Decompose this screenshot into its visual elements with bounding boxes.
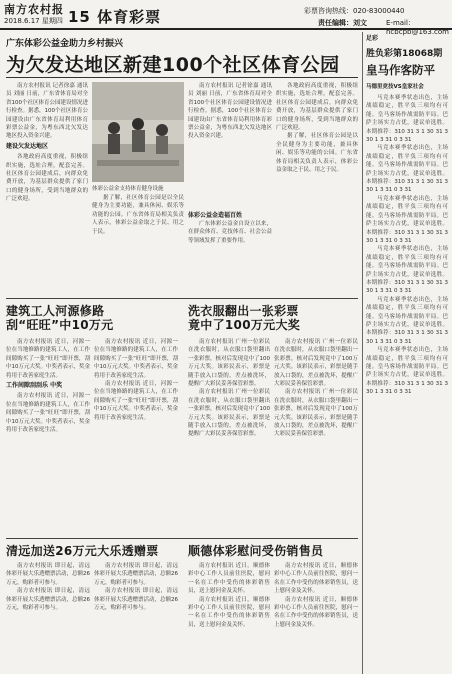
right-column-headline: 皇马作客防平	[366, 63, 435, 77]
right-column-subhead: 马德里竞技VS皇家社会	[366, 84, 424, 90]
story2-headline: 建筑工人河源修路 刮“旺旺”中10万元	[6, 304, 114, 332]
lead-paragraph: 据了解，社区体育公园是以全民健身为主要功能，兼具休闲、娱乐等功能的公园。广东省体育局相关负责人表示，体彩公益金取之于民、用之于民。	[92, 195, 184, 235]
lead-rule	[6, 77, 358, 78]
story5-column-1	[188, 562, 270, 672]
story3-headline: 洗衣服翻出一张彩票 竟中了100万元大奖	[188, 304, 301, 332]
lead-column-3	[188, 82, 272, 208]
story2-column-1	[6, 338, 90, 534]
lead-photo	[92, 82, 184, 182]
lead-paragraph: 南方农村报讯 记者徐嘉 通讯员 刘丽 日前，广东省体育局对全省100个社区体育公园建设情况进行检查。据悉，100个社区体育公园建设由广东省体育局利用体育彩票公益金，为粤东西北欠发达地区投入资金兴建。	[188, 83, 272, 140]
lead-box-subhead: 体彩公益金造福百姓	[188, 212, 243, 219]
story5-column-2	[274, 562, 358, 672]
story4-headline: 清远加送26万元大乐透赠票	[6, 544, 159, 558]
lead-column-5	[276, 82, 358, 294]
story4-paragraph: 南方农村报讯 即日起，清远体彩开展大乐透赠票活动，总额26万元，购彩者可参与。	[6, 563, 90, 586]
masthead-email: E-mail：ncbcpb@163.com	[386, 19, 449, 36]
story4-column-2	[94, 562, 178, 672]
story2-paragraph: 南方农村报讯 近日，河源一位在当地修路的建筑工人，在工作间隙购买了一张“旺旺”即开票，刮中10万元大奖。中奖者表示，奖金将用于改善家庭生活。	[6, 339, 90, 379]
story4-paragraph: 南方农村报讯 即日起，清远体彩开展大乐透赠票活动，总额26万元，购彩者可参与。	[94, 563, 178, 586]
lead-paragraph: 各地政府高度重视，积极组织实施，选址合理，配套完善。社区体育公园建成后，向群众免费开放，为基层群众提供了家门口的健身场所，受到当地群众的广泛欢迎。	[6, 154, 88, 203]
story3-column-1	[188, 338, 270, 534]
right-paragraph: 马竞本赛季状态出色，主场战绩稳定，胜平负三项均有可能。皇马客场作战需防平局。巴萨主场实力占优，建议单选胜。本期推荐：310 31 3 1 30 31 3 30 1 3 31 0 3 31	[366, 347, 448, 396]
story3-paragraph: 南方农村报讯 广州一位彩民在洗衣服时，从衣服口袋里翻出一张彩票，核对后发现竟中了100万元大奖。该彩民表示，彩票是随手放入口袋的，差点被洗坏，提醒广大彩民妥善保管彩票。	[188, 389, 270, 438]
story3-paragraph: 南方农村报讯 广州一位彩民在洗衣服时，从衣服口袋里翻出一张彩票，核对后发现竟中了100万元大奖。该彩民表示，彩票是随手放入口袋的，差点被洗坏，提醒广大彩民妥善保管彩票。	[188, 339, 270, 388]
divider	[6, 298, 358, 299]
lead-kicker: 广东体彩公益金助力乡村振兴	[6, 39, 124, 49]
story2-column-2	[94, 338, 178, 534]
lead-column-2	[92, 194, 184, 294]
masthead	[0, 0, 452, 36]
lead-photo-image	[92, 82, 184, 182]
masthead-logo: 南方农村报	[4, 3, 64, 16]
lead-column-1	[6, 82, 88, 294]
lead-column-4	[188, 220, 272, 294]
right-column-body	[366, 94, 448, 672]
story3-paragraph: 南方农村报讯 广州一位彩民在洗衣服时，从衣服口袋里翻出一张彩票，核对后发现竟中了100万元大奖。该彩民表示，彩票是随手放入口袋的，差点被洗坏，提醒广大彩民妥善保管彩票。	[274, 339, 358, 388]
lead-subhead: 建设欠发达地区	[6, 142, 49, 150]
story2-paragraph: 南方农村报讯 近日，河源一位在当地修路的建筑工人，在工作间隙购买了一张“旺旺”即开票，刮中10万元大奖。中奖者表示，奖金将用于改善家庭生活。	[6, 393, 90, 434]
right-column-tag: 足彩	[366, 35, 379, 42]
photo-caption: 体彩公益金支持体育健身设施	[92, 186, 164, 192]
right-paragraph: 马竞本赛季状态出色，主场战绩稳定，胜平负三项均有可能。皇马客场作战需防平局。巴萨主场实力占优，建议单选胜。本期推荐：310 31 3 1 30 31 3 30 1 3 31 0 3 31	[366, 95, 448, 144]
divider	[6, 538, 358, 539]
story2-subhead: 工作间隙刮刮乐 中奖	[6, 382, 63, 390]
masthead-editor: 责任编辑：刘文	[318, 19, 367, 27]
story4-column-1	[6, 562, 90, 672]
story5-headline: 顺德体彩慰问受伤销售员	[188, 544, 324, 558]
story2-paragraph: 南方农村报讯 近日，河源一位在当地修路的建筑工人，在工作间隙购买了一张“旺旺”即开票，刮中10万元大奖。中奖者表示，奖金将用于改善家庭生活。	[94, 381, 178, 421]
lead-paragraph: 南方农村报讯 记者徐嘉 通讯员 刘丽 日前，广东省体育局对全省100个社区体育公园建设情况进行检查。据悉，100个社区体育公园建设由广东省体育局利用体育彩票公益金，为粤东西北欠发达地区投入资金兴建。	[6, 83, 88, 140]
lead-headline: 为欠发达地区新建100个社区体育公园	[6, 54, 340, 76]
story4-paragraph: 南方农村报讯 即日起，清远体彩开展大乐透赠票活动，总额26万元，购彩者可参与。	[94, 588, 178, 612]
story5-paragraph: 南方农村报讯 近日，顺德体彩中心工作人员前往医院，慰问一名在工作中受伤的体彩销售员，送上慰问金及关怀。	[274, 596, 358, 628]
lead-paragraph: 各地政府高度重视，积极组织实施，选址合理，配套完善。社区体育公园建成后，向群众免费开放，为基层群众提供了家门口的健身场所，受到当地群众的广泛欢迎。	[276, 83, 358, 132]
right-paragraph: 马竞本赛季状态出色，主场战绩稳定，胜平负三项均有可能。皇马客场作战需防平局。巴萨主场实力占优，建议单选胜。本期推荐：310 31 3 1 30 31 3 30 1 3 31 0 3 31	[366, 246, 448, 295]
right-paragraph: 马竞本赛季状态出色，主场战绩稳定，胜平负三项均有可能。皇马客场作战需防平局。巴萨主场实力占优，建议单选胜。本期推荐：310 31 3 1 30 31 3 30 1 3 31 0 3 31	[366, 145, 448, 194]
story3-paragraph: 南方农村报讯 广州一位彩民在洗衣服时，从衣服口袋里翻出一张彩票，核对后发现竟中了100万元大奖。该彩民表示，彩票是随手放入口袋的，差点被洗坏，提醒广大彩民妥善保管彩票。	[274, 389, 358, 438]
masthead-date: 2018.6.17 星期四	[4, 17, 63, 25]
story4-paragraph: 南方农村报讯 即日起，清远体彩开展大乐透赠票活动，总额26万元，购彩者可参与。	[6, 588, 90, 612]
right-paragraph: 马竞本赛季状态出色，主场战绩稳定，胜平负三项均有可能。皇马客场作战需防平局。巴萨主场实力占优，建议单选胜。本期推荐：310 31 3 1 30 31 3 30 1 3 31 0 3 31	[366, 195, 448, 244]
section-title: 15 体育彩票	[68, 8, 162, 26]
lead-paragraph: 据了解，社区体育公园是以全民健身为主要功能，兼具休闲、娱乐等功能的公园。广东省体育局相关负责人表示，体彩公益金取之于民、用之于民。	[276, 133, 358, 174]
story5-paragraph: 南方农村报讯 近日，顺德体彩中心工作人员前往医院，慰问一名在工作中受伤的体彩销售员，送上慰问金及关怀。	[188, 596, 270, 628]
story5-paragraph: 南方农村报讯 近日，顺德体彩中心工作人员前往医院，慰问一名在工作中受伤的体彩销售员，送上慰问金及关怀。	[274, 563, 358, 595]
story3-column-2	[274, 338, 358, 534]
masthead-hotline: 彩票咨询热线：020-83000440	[304, 7, 405, 15]
lead-paragraph: 广东体彩公益金自设立以来，在群众体育、竞技体育、社会公益等领域发挥了重要作用。	[188, 221, 272, 244]
story5-paragraph: 南方农村报讯 近日，顺德体彩中心工作人员前往医院，慰问一名在工作中受伤的体彩销售员，送上慰问金及关怀。	[188, 563, 270, 595]
right-column-title: 胜负彩第18068期	[366, 49, 443, 59]
story2-paragraph: 南方农村报讯 近日，河源一位在当地修路的建筑工人，在工作间隙购买了一张“旺旺”即开票，刮中10万元大奖。中奖者表示，奖金将用于改善家庭生活。	[94, 339, 178, 379]
right-paragraph: 马竞本赛季状态出色，主场战绩稳定，胜平负三项均有可能。皇马客场作战需防平局。巴萨主场实力占优，建议单选胜。本期推荐：310 31 3 1 30 31 3 30 1 3 31 0 3 31	[366, 296, 448, 345]
